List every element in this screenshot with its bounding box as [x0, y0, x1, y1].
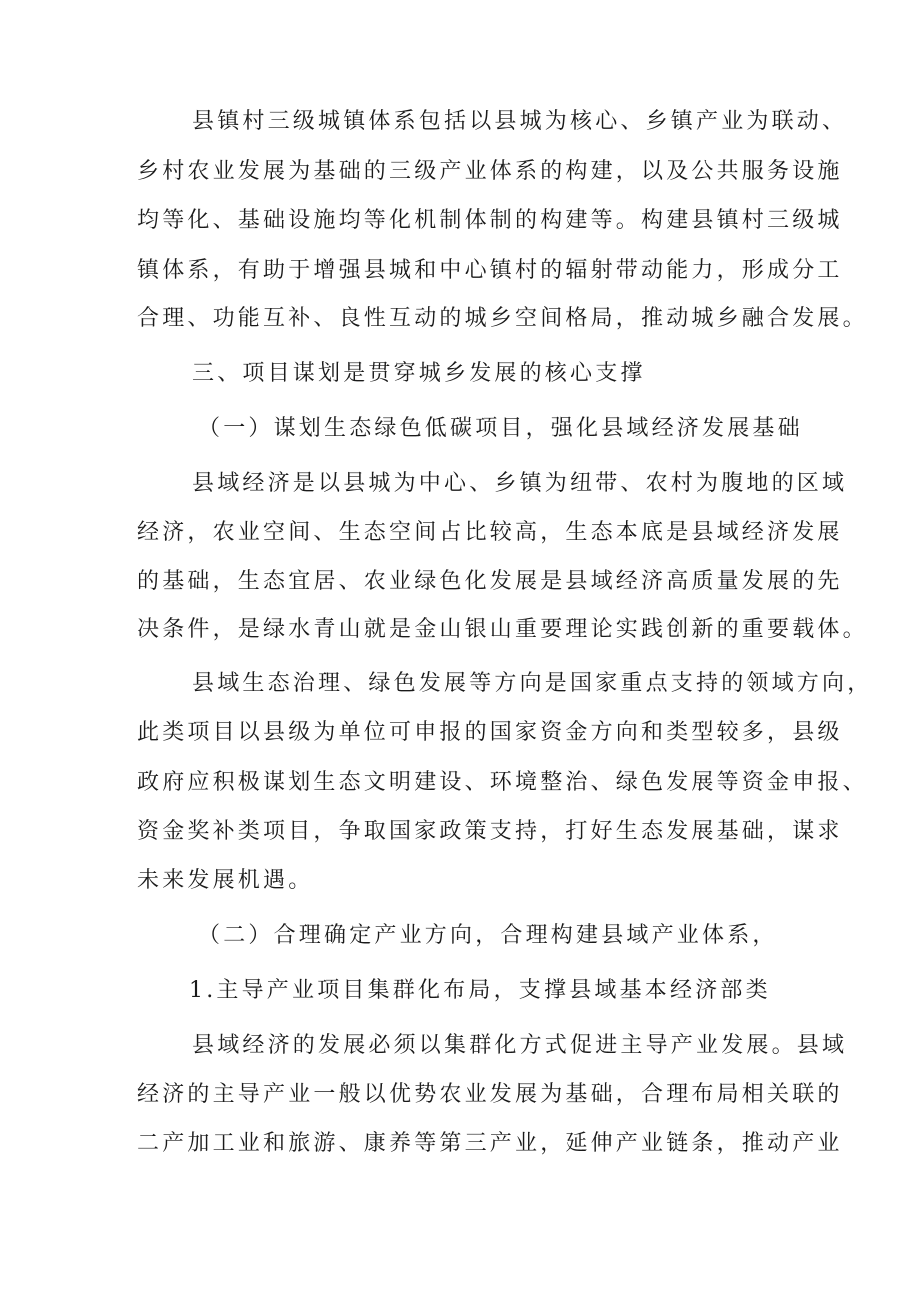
paragraph-2-line-2: 经济，农业空间、生态空间占比较高，生态本底是县域经济发展 — [137, 520, 843, 545]
paragraph-1-line-4: 镇体系，有助于增强县城和中心镇村的辐射带动能力，形成分工 — [137, 258, 843, 283]
paragraph-2-line-1: 县域经济是以县城为中心、乡镇为纽带、农村为腹地的区域 — [192, 471, 848, 496]
subheading-2: （二）合理确定产业方向，合理构建县域产业体系， — [198, 923, 778, 948]
paragraph-1-line-3: 均等化、基础设施均等化机制体制的构建等。构建县镇村三级城 — [137, 208, 843, 233]
section-heading-3: 三、项目谋划是贯穿城乡发展的核心支撑 — [192, 361, 646, 386]
subheading-1: （一）谋划生态绿色低碳项目，强化县域经济发展基础 — [198, 416, 803, 441]
paragraph-1-line-1: 县镇村三级城镇体系包括以县城为核心、乡镇产业为联动、 — [192, 109, 848, 134]
paragraph-4-line-2: 经济的主导产业一般以优势农业发展为基础，合理布局相关联的 — [137, 1082, 843, 1107]
paragraph-4-line-1: 县域经济的发展必须以集群化方式促进主导产业发展。县域 — [192, 1033, 848, 1058]
paragraph-3-line-4: 资金奖补类项目，争取国家政策支持，打好生态发展基础，谋求 — [137, 819, 843, 844]
paragraph-4-line-3: 二产加工业和旅游、康养等第三产业，延伸产业链条，推动产业 — [137, 1131, 843, 1156]
paragraph-3-line-1: 县域生态治理、绿色发展等方向是国家重点支持的领域方向， — [192, 671, 873, 696]
paragraph-3-line-3: 政府应积极谋划生态文明建设、环境整治、绿色发展等资金申报、 — [137, 770, 868, 795]
paragraph-2-line-4: 决条件，是绿水青山就是金山银山重要理论实践创新的重要载体。 — [137, 617, 868, 642]
paragraph-2-line-3: 的基础，生态宜居、农业绿色化发展是县域经济高质量发展的先 — [137, 569, 843, 594]
item-heading-1: 1.主导产业项目集群化布局，支撑县域基本经济部类 — [189, 978, 771, 1003]
paragraph-1-line-5: 合理、功能互补、良性互动的城乡空间格局，推动城乡融合发展。 — [137, 306, 868, 331]
paragraph-3-line-5: 未来发展机遇。 — [137, 868, 314, 893]
paragraph-3-line-2: 此类项目以县级为单位可申报的国家资金方向和类型较多，县级 — [137, 720, 843, 745]
paragraph-1-line-2: 乡村农业发展为基础的三级产业体系的构建，以及公共服务设施 — [137, 159, 843, 184]
